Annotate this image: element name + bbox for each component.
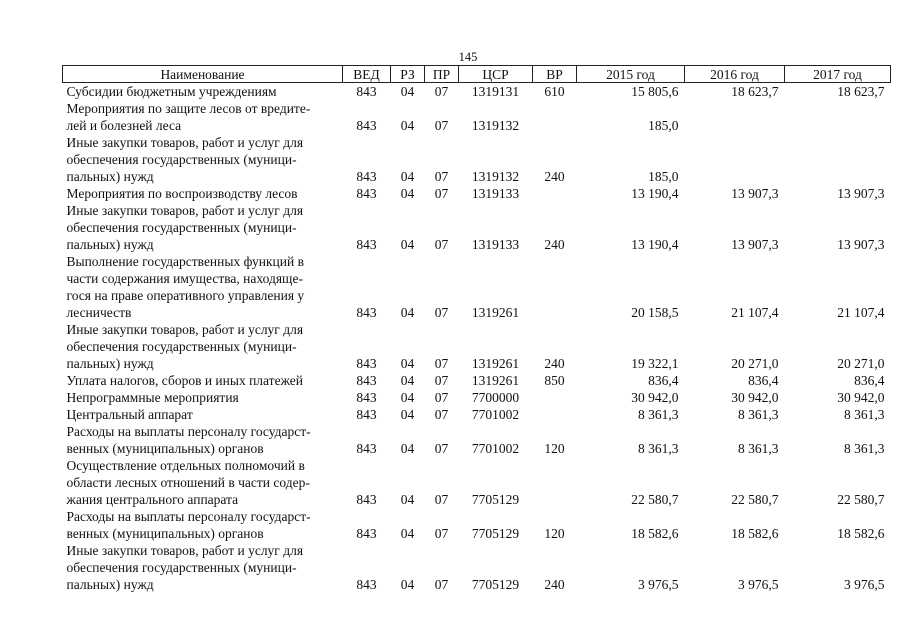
cell-csr: 1319261 <box>471 356 520 371</box>
cell-2015: 13 190,4 <box>631 237 679 252</box>
name-line: обеспечения государственных (муници- <box>66 152 297 167</box>
cell-2016: 13 907,3 <box>731 237 779 252</box>
cell-ved: 843 <box>356 373 377 388</box>
cell-csr: 1319132 <box>471 169 520 184</box>
cell-pr: 07 <box>434 237 449 252</box>
cell-2016: 13 907,3 <box>731 186 779 201</box>
name-line: обеспечения государственных (муници- <box>66 560 297 575</box>
cell-pr: 07 <box>434 492 449 507</box>
cell-csr: 1319261 <box>471 373 520 388</box>
cell-rz: 04 <box>400 407 415 422</box>
cell-2017: 18 623,7 <box>837 84 885 99</box>
name-line: венных (муниципальных) органов <box>66 441 264 456</box>
table-row <box>63 83 891 101</box>
budget-table <box>62 65 891 593</box>
cell-ved: 843 <box>356 492 377 507</box>
name-line: Осуществление отдельных полномочий в <box>66 458 305 473</box>
name-line: пальных) нужд <box>66 169 154 184</box>
cell-vr <box>533 253 577 321</box>
cell-rz: 04 <box>400 390 415 405</box>
cell-name <box>63 372 343 389</box>
cell-name <box>63 321 343 372</box>
cell-rz: 04 <box>400 492 415 507</box>
cell-csr: 1319261 <box>471 305 520 320</box>
cell-name <box>63 508 343 542</box>
cell-2016: 21 107,4 <box>731 305 779 320</box>
cell-csr: 7705129 <box>471 577 520 592</box>
cell-vr <box>533 457 577 508</box>
name-line: Расходы на выплаты персоналу государст- <box>66 424 311 439</box>
name-line: Центральный аппарат <box>66 407 193 422</box>
cell-pr: 07 <box>434 186 449 201</box>
cell-2015: 8 361,3 <box>638 407 679 422</box>
cell-2015: 22 580,7 <box>631 492 679 507</box>
cell-ved: 843 <box>356 237 377 252</box>
header-name: Наименование <box>63 66 343 83</box>
table-row <box>63 372 891 389</box>
name-line: Иные закупки товаров, работ и услуг для <box>66 135 304 150</box>
cell-2016: 3 976,5 <box>738 577 779 592</box>
cell-2015: 8 361,3 <box>638 441 679 456</box>
cell-ved: 843 <box>356 356 377 371</box>
cell-2017: 22 580,7 <box>837 492 885 507</box>
name-line: гося на праве оперативного управления у <box>66 288 305 303</box>
name-line: обеспечения государственных (муници- <box>66 339 297 354</box>
cell-2015: 15 805,6 <box>631 84 679 99</box>
header-pr: ПР <box>425 66 459 83</box>
cell-ved: 843 <box>356 186 377 201</box>
cell-pr: 07 <box>434 407 449 422</box>
cell-2016: 18 623,7 <box>731 84 779 99</box>
cell-name <box>63 406 343 423</box>
cell-2015: 20 158,5 <box>631 305 679 320</box>
cell-csr: 1319131 <box>471 84 520 99</box>
cell-2015: 30 942,0 <box>631 390 679 405</box>
cell-2016 <box>685 100 785 134</box>
cell-2016: 8 361,3 <box>738 407 779 422</box>
name-line: Мероприятия по защите лесов от вредите- <box>66 101 311 116</box>
page-number: 145 <box>458 50 478 64</box>
cell-2017: 30 942,0 <box>837 390 885 405</box>
name-line: венных (муниципальных) органов <box>66 526 264 541</box>
cell-rz: 04 <box>400 526 415 541</box>
cell-2016: 30 942,0 <box>731 390 779 405</box>
header-2016: 2016 год <box>685 66 785 83</box>
cell-pr: 07 <box>434 84 449 99</box>
cell-2017: 20 271,0 <box>837 356 885 371</box>
cell-ved: 843 <box>356 84 377 99</box>
cell-csr: 1319132 <box>471 118 520 133</box>
name-line: Иные закупки товаров, работ и услуг для <box>66 203 304 218</box>
cell-2015: 13 190,4 <box>631 186 679 201</box>
cell-name <box>63 83 343 101</box>
cell-2015: 3 976,5 <box>638 577 679 592</box>
cell-ved: 843 <box>356 390 377 405</box>
cell-2016: 8 361,3 <box>738 441 779 456</box>
cell-pr: 07 <box>434 305 449 320</box>
name-line: области лесных отношений в части содер- <box>66 475 310 490</box>
table-row <box>63 542 891 593</box>
name-line: пальных) нужд <box>66 577 154 592</box>
cell-vr <box>533 389 577 406</box>
cell-name <box>63 134 343 185</box>
cell-pr: 07 <box>434 169 449 184</box>
cell-2015: 185,0 <box>648 118 679 133</box>
cell-pr: 07 <box>434 577 449 592</box>
cell-ved: 843 <box>356 169 377 184</box>
table-header-row <box>63 66 891 83</box>
header-ved: ВЕД <box>343 66 391 83</box>
cell-2016 <box>685 134 785 185</box>
name-line: обеспечения государственных (муници- <box>66 220 297 235</box>
cell-vr: 610 <box>544 84 565 99</box>
cell-rz: 04 <box>400 84 415 99</box>
cell-2017: 13 907,3 <box>837 186 885 201</box>
cell-vr: 850 <box>544 373 565 388</box>
cell-ved: 843 <box>356 577 377 592</box>
cell-name <box>63 457 343 508</box>
table-row <box>63 253 891 321</box>
cell-rz: 04 <box>400 305 415 320</box>
name-line: Мероприятия по воспроизводству лесов <box>66 186 298 201</box>
cell-2017: 8 361,3 <box>844 441 885 456</box>
name-line: жания центрального аппарата <box>66 492 239 507</box>
cell-2015: 836,4 <box>648 373 679 388</box>
name-line: Субсидии бюджетным учреждениям <box>66 84 277 99</box>
cell-vr: 240 <box>544 169 565 184</box>
cell-vr: 120 <box>544 441 565 456</box>
cell-2017 <box>785 100 891 134</box>
cell-2015: 185,0 <box>648 169 679 184</box>
table-body <box>63 83 891 594</box>
name-line: Иные закупки товаров, работ и услуг для <box>66 322 304 337</box>
cell-ved: 843 <box>356 526 377 541</box>
cell-2015: 18 582,6 <box>631 526 679 541</box>
table-row <box>63 185 891 202</box>
name-line: лей и болезней леса <box>66 118 182 133</box>
cell-rz: 04 <box>400 118 415 133</box>
cell-csr: 1319133 <box>471 186 520 201</box>
header-vr: ВР <box>533 66 577 83</box>
name-line: Выполнение государственных функций в <box>66 254 304 269</box>
name-line: лесничеств <box>66 305 132 320</box>
table-row <box>63 100 891 134</box>
cell-csr: 1319133 <box>471 237 520 252</box>
cell-2015: 19 322,1 <box>631 356 679 371</box>
cell-name <box>63 389 343 406</box>
table-row <box>63 457 891 508</box>
cell-pr: 07 <box>434 390 449 405</box>
header-2017: 2017 год <box>785 66 891 83</box>
cell-name <box>63 202 343 253</box>
cell-rz: 04 <box>400 186 415 201</box>
cell-2016: 20 271,0 <box>731 356 779 371</box>
cell-csr: 7705129 <box>471 492 520 507</box>
name-line: Непрограммные мероприятия <box>66 390 239 405</box>
table-row <box>63 321 891 372</box>
header-rz: РЗ <box>391 66 425 83</box>
cell-csr: 7705129 <box>471 526 520 541</box>
cell-csr: 7701002 <box>471 407 520 422</box>
cell-rz: 04 <box>400 577 415 592</box>
name-line: пальных) нужд <box>66 237 154 252</box>
cell-pr: 07 <box>434 356 449 371</box>
cell-2017: 836,4 <box>854 373 885 388</box>
cell-vr: 120 <box>544 526 565 541</box>
cell-rz: 04 <box>400 356 415 371</box>
name-line: пальных) нужд <box>66 356 154 371</box>
cell-2016: 22 580,7 <box>731 492 779 507</box>
cell-csr: 7700000 <box>471 390 520 405</box>
cell-vr <box>533 406 577 423</box>
table-row <box>63 389 891 406</box>
cell-pr: 07 <box>434 373 449 388</box>
cell-vr <box>533 185 577 202</box>
cell-pr: 07 <box>434 526 449 541</box>
cell-ved: 843 <box>356 118 377 133</box>
table-row <box>63 423 891 457</box>
cell-2017 <box>785 134 891 185</box>
name-line: Уплата налогов, сборов и иных платежей <box>66 373 303 388</box>
cell-ved: 843 <box>356 407 377 422</box>
cell-2016: 18 582,6 <box>731 526 779 541</box>
cell-pr: 07 <box>434 118 449 133</box>
table-row <box>63 134 891 185</box>
header-2015: 2015 год <box>577 66 685 83</box>
cell-name <box>63 185 343 202</box>
cell-2017: 8 361,3 <box>844 407 885 422</box>
cell-rz: 04 <box>400 373 415 388</box>
name-line: Иные закупки товаров, работ и услуг для <box>66 543 304 558</box>
cell-2017: 18 582,6 <box>837 526 885 541</box>
cell-ved: 843 <box>356 441 377 456</box>
cell-ved: 843 <box>356 305 377 320</box>
cell-vr: 240 <box>544 577 565 592</box>
cell-vr: 240 <box>544 237 565 252</box>
cell-rz: 04 <box>400 237 415 252</box>
cell-name <box>63 423 343 457</box>
cell-name <box>63 253 343 321</box>
cell-2017: 13 907,3 <box>837 237 885 252</box>
name-line: части содержания имущества, находяще- <box>66 271 303 286</box>
cell-name <box>63 100 343 134</box>
cell-2017: 21 107,4 <box>837 305 885 320</box>
cell-csr: 7701002 <box>471 441 520 456</box>
cell-2016: 836,4 <box>748 373 779 388</box>
cell-vr <box>533 100 577 134</box>
header-csr: ЦСР <box>459 66 533 83</box>
table-row <box>63 202 891 253</box>
cell-name <box>63 542 343 593</box>
table-row <box>63 406 891 423</box>
cell-vr: 240 <box>544 356 565 371</box>
table-row <box>63 508 891 542</box>
cell-2017: 3 976,5 <box>844 577 885 592</box>
cell-rz: 04 <box>400 441 415 456</box>
cell-rz: 04 <box>400 169 415 184</box>
name-line: Расходы на выплаты персоналу государст- <box>66 509 311 524</box>
cell-pr: 07 <box>434 441 449 456</box>
